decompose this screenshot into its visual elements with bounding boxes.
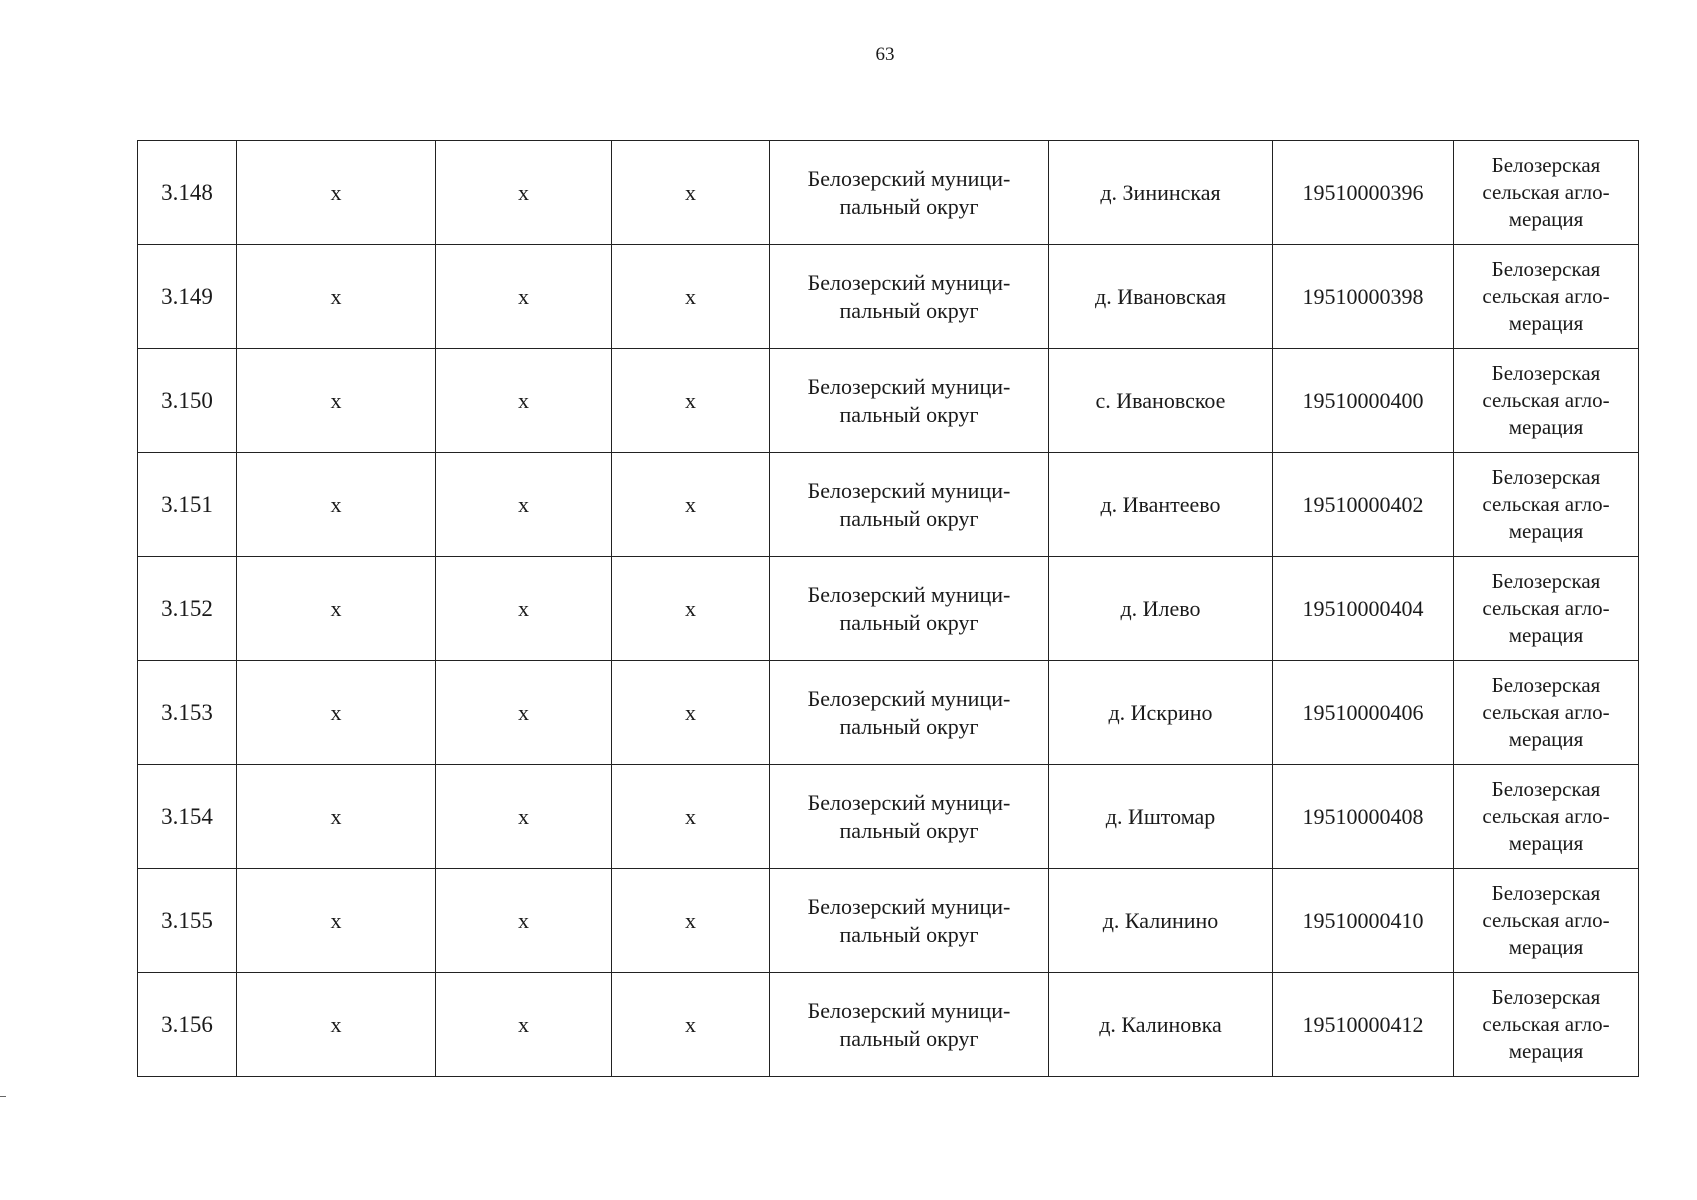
x-mark-cell-3 xyxy=(612,141,770,245)
x-mark-cell-3 xyxy=(612,245,770,349)
oktmo-code: 19510000396 xyxy=(1302,179,1424,205)
page-number: 63 xyxy=(875,44,895,65)
district-cell xyxy=(770,765,1049,869)
district-cell xyxy=(770,557,1049,661)
district-line-2: пальный округ xyxy=(839,817,979,843)
x-mark: х xyxy=(330,491,342,517)
agglomeration-cell xyxy=(1454,557,1639,661)
x-mark-cell-1 xyxy=(237,973,436,1077)
x-mark: х xyxy=(330,387,342,413)
agglomeration-line-3: мерация xyxy=(1508,311,1584,335)
settlement-cell xyxy=(1049,661,1273,765)
row-number: 3.149 xyxy=(161,283,213,309)
table-row xyxy=(138,869,1639,973)
row-number: 3.153 xyxy=(161,699,213,725)
x-mark-cell-3 xyxy=(612,661,770,765)
row-number-cell xyxy=(138,869,237,973)
district-line-1: Белозерский муници- xyxy=(807,581,1011,607)
agglomeration-line-2: сельская агло- xyxy=(1482,804,1610,828)
settlement-cell xyxy=(1049,869,1273,973)
x-mark-cell-2 xyxy=(436,141,612,245)
district-cell xyxy=(770,141,1049,245)
table-row xyxy=(138,661,1639,765)
row-number: 3.155 xyxy=(161,907,213,933)
settlement-name: д. Калиновка xyxy=(1099,1011,1222,1037)
x-mark-cell-3 xyxy=(612,973,770,1077)
oktmo-code: 19510000412 xyxy=(1302,1011,1424,1037)
x-mark: х xyxy=(685,907,696,933)
x-mark: х xyxy=(518,387,529,413)
code-cell xyxy=(1273,765,1454,869)
settlement-cell xyxy=(1049,453,1273,557)
settlement-name: д. Илево xyxy=(1120,595,1201,621)
row-number-cell xyxy=(138,661,237,765)
code-cell xyxy=(1273,453,1454,557)
agglomeration-line-2: сельская агло- xyxy=(1482,700,1610,724)
row-number-cell xyxy=(138,765,237,869)
row-number-cell xyxy=(138,245,237,349)
agglomeration-line-3: мерация xyxy=(1508,519,1584,543)
oktmo-code: 19510000410 xyxy=(1302,907,1424,933)
x-mark: х xyxy=(685,387,696,413)
x-mark: х xyxy=(685,699,696,725)
district-line-2: пальный округ xyxy=(839,505,979,531)
district-line-2: пальный округ xyxy=(839,921,979,947)
agglomeration-cell xyxy=(1454,245,1639,349)
settlement-name: д. Ивантеево xyxy=(1100,491,1221,517)
agglomeration-line-3: мерация xyxy=(1508,207,1584,231)
x-mark-cell-2 xyxy=(436,869,612,973)
agglomeration-line-2: сельская агло- xyxy=(1482,492,1610,516)
agglomeration-line-3: мерация xyxy=(1508,727,1584,751)
district-line-2: пальный округ xyxy=(839,1025,979,1051)
x-mark: х xyxy=(518,699,529,725)
x-mark: х xyxy=(685,179,696,205)
settlement-cell xyxy=(1049,765,1273,869)
agglomeration-line-1: Белозерская xyxy=(1491,569,1601,593)
x-mark: х xyxy=(518,1011,529,1037)
table-row xyxy=(138,557,1639,661)
code-cell xyxy=(1273,349,1454,453)
district-line-1: Белозерский муници- xyxy=(807,789,1011,815)
agglomeration-line-1: Белозерская xyxy=(1491,777,1601,801)
table-body xyxy=(138,141,1639,1077)
agglomeration-line-3: мерация xyxy=(1508,415,1584,439)
district-cell xyxy=(770,453,1049,557)
x-mark: х xyxy=(518,595,529,621)
district-line-1: Белозерский муници- xyxy=(807,165,1011,191)
x-mark: х xyxy=(330,283,342,309)
x-mark-cell-3 xyxy=(612,557,770,661)
oktmo-code: 19510000400 xyxy=(1302,387,1424,413)
x-mark-cell-1 xyxy=(237,765,436,869)
agglomeration-line-3: мерация xyxy=(1508,935,1584,959)
oktmo-code: 19510000398 xyxy=(1302,283,1424,309)
agglomeration-line-1: Белозерская xyxy=(1491,257,1601,281)
x-mark-cell-1 xyxy=(237,245,436,349)
district-cell xyxy=(770,349,1049,453)
row-number-cell xyxy=(138,557,237,661)
x-mark-cell-2 xyxy=(436,349,612,453)
district-line-1: Белозерский муници- xyxy=(807,269,1011,295)
agglomeration-line-2: сельская агло- xyxy=(1482,180,1610,204)
district-cell xyxy=(770,661,1049,765)
district-cell xyxy=(770,869,1049,973)
x-mark: х xyxy=(685,491,696,517)
agglomeration-cell xyxy=(1454,349,1639,453)
x-mark: х xyxy=(330,595,342,621)
agglomeration-line-1: Белозерская xyxy=(1491,673,1601,697)
district-line-1: Белозерский муници- xyxy=(807,373,1011,399)
agglomeration-line-3: мерация xyxy=(1508,623,1584,647)
district-line-1: Белозерский муници- xyxy=(807,997,1011,1023)
table-row xyxy=(138,973,1639,1077)
agglomeration-line-1: Белозерская xyxy=(1491,985,1601,1009)
code-cell xyxy=(1273,661,1454,765)
agglomeration-line-1: Белозерская xyxy=(1491,881,1601,905)
x-mark-cell-3 xyxy=(612,869,770,973)
row-number-cell xyxy=(138,141,237,245)
x-mark-cell-2 xyxy=(436,453,612,557)
x-mark-cell-2 xyxy=(436,973,612,1077)
row-number: 3.148 xyxy=(161,179,213,205)
table-row xyxy=(138,245,1639,349)
row-number-cell xyxy=(138,453,237,557)
x-mark: х xyxy=(685,1011,696,1037)
agglomeration-cell xyxy=(1454,141,1639,245)
district-line-1: Белозерский муници- xyxy=(807,893,1011,919)
table-row xyxy=(138,453,1639,557)
district-line-2: пальный округ xyxy=(839,401,979,427)
agglomeration-line-3: мерация xyxy=(1508,831,1584,855)
x-mark-cell-1 xyxy=(237,661,436,765)
settlement-name: д. Ивановская xyxy=(1095,283,1226,309)
settlement-name: д. Калинино xyxy=(1102,907,1219,933)
x-mark-cell-1 xyxy=(237,141,436,245)
x-mark-cell-2 xyxy=(436,245,612,349)
x-mark-cell-3 xyxy=(612,765,770,869)
oktmo-code: 19510000402 xyxy=(1302,491,1424,517)
agglomeration-line-2: сельская агло- xyxy=(1482,908,1610,932)
agglomeration-cell xyxy=(1454,453,1639,557)
district-cell xyxy=(770,973,1049,1077)
x-mark-cell-1 xyxy=(237,557,436,661)
table-row xyxy=(138,141,1639,245)
oktmo-code: 19510000404 xyxy=(1302,595,1424,621)
table-row xyxy=(138,349,1639,453)
district-line-2: пальный округ xyxy=(839,713,979,739)
agglomeration-line-2: сельская агло- xyxy=(1482,1012,1610,1036)
oktmo-code: 19510000406 xyxy=(1302,699,1424,725)
agglomeration-line-1: Белозерская xyxy=(1491,361,1601,385)
district-line-1: Белозерский муници- xyxy=(807,685,1011,711)
code-cell xyxy=(1273,141,1454,245)
row-number: 3.150 xyxy=(161,387,213,413)
x-mark-cell-2 xyxy=(436,661,612,765)
settlement-cell xyxy=(1049,349,1273,453)
x-mark-cell-2 xyxy=(436,557,612,661)
settlement-cell xyxy=(1049,557,1273,661)
settlement-cell xyxy=(1049,141,1273,245)
row-number: 3.151 xyxy=(161,491,213,517)
agglomeration-line-3: мерация xyxy=(1508,1039,1584,1063)
settlement-name: д. Зининская xyxy=(1100,179,1221,205)
agglomeration-cell xyxy=(1454,661,1639,765)
x-mark-cell-1 xyxy=(237,869,436,973)
x-mark: х xyxy=(518,491,529,517)
agglomeration-line-2: сельская агло- xyxy=(1482,596,1610,620)
agglomeration-line-1: Белозерская xyxy=(1491,465,1601,489)
settlement-cell xyxy=(1049,245,1273,349)
x-mark: х xyxy=(518,907,529,933)
x-mark: х xyxy=(330,699,342,725)
margin-mark xyxy=(0,1096,6,1097)
district-line-1: Белозерский муници- xyxy=(807,477,1011,503)
x-mark: х xyxy=(518,179,529,205)
x-mark: х xyxy=(518,283,529,309)
row-number-cell xyxy=(138,973,237,1077)
x-mark-cell-2 xyxy=(436,765,612,869)
district-line-2: пальный округ xyxy=(839,609,979,635)
x-mark-cell-1 xyxy=(237,349,436,453)
x-mark-cell-1 xyxy=(237,453,436,557)
table-row xyxy=(138,765,1639,869)
x-mark: х xyxy=(330,1011,342,1037)
x-mark: х xyxy=(330,179,342,205)
district-line-2: пальный округ xyxy=(839,193,979,219)
code-cell xyxy=(1273,245,1454,349)
code-cell xyxy=(1273,557,1454,661)
row-number: 3.152 xyxy=(161,595,213,621)
district-cell xyxy=(770,245,1049,349)
x-mark: х xyxy=(518,803,529,829)
x-mark: х xyxy=(685,803,696,829)
agglomeration-line-1: Белозерская xyxy=(1491,153,1601,177)
settlement-name: с. Ивановское xyxy=(1095,387,1226,413)
x-mark: х xyxy=(685,595,696,621)
agglomeration-cell xyxy=(1454,869,1639,973)
oktmo-code: 19510000408 xyxy=(1302,803,1424,829)
settlement-cell xyxy=(1049,973,1273,1077)
x-mark-cell-3 xyxy=(612,349,770,453)
x-mark: х xyxy=(330,803,342,829)
district-line-2: пальный округ xyxy=(839,297,979,323)
x-mark: х xyxy=(685,283,696,309)
agglomeration-line-2: сельская агло- xyxy=(1482,388,1610,412)
agglomeration-cell xyxy=(1454,765,1639,869)
settlement-name: д. Искрино xyxy=(1108,699,1213,725)
code-cell xyxy=(1273,869,1454,973)
agglomeration-line-2: сельская агло- xyxy=(1482,284,1610,308)
x-mark: х xyxy=(330,907,342,933)
agglomeration-cell xyxy=(1454,973,1639,1077)
settlements-table xyxy=(137,140,1639,1077)
row-number-cell xyxy=(138,349,237,453)
settlement-name: д. Иштомар xyxy=(1105,803,1216,829)
x-mark-cell-3 xyxy=(612,453,770,557)
row-number: 3.156 xyxy=(161,1011,213,1037)
row-number: 3.154 xyxy=(161,803,213,829)
code-cell xyxy=(1273,973,1454,1077)
